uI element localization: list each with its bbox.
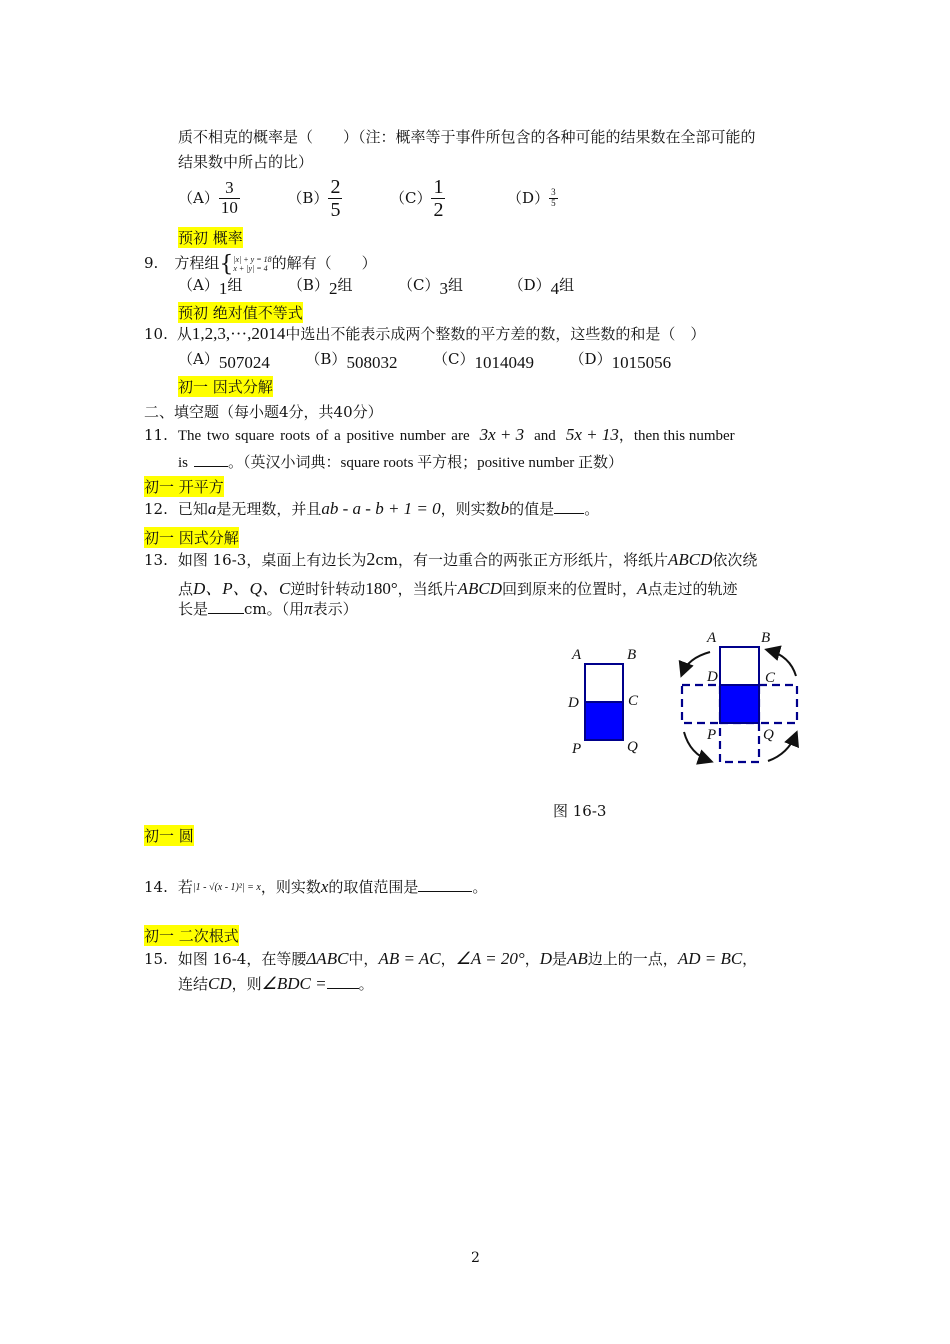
q11-line1: 11. The two square roots of a positive number are 3x + 3 and 5x + 13，then this number — [144, 425, 735, 444]
figure-16-3-right — [670, 624, 810, 774]
square-dpqc — [585, 702, 623, 740]
q9-number: 9. — [144, 254, 159, 272]
rotation-arrow-top-left — [682, 652, 710, 674]
q9-options: （A）1组 （B）2组 （C）3组 （D）4组 — [178, 276, 575, 298]
label-a: A — [707, 630, 717, 646]
q10-text: 中选出不能表示成两个整数的平方差的数，这些数的和是（ ） — [285, 325, 706, 343]
q15-line2: 连结CD，则∠BDC = 。 — [178, 974, 374, 993]
label-d: D — [707, 669, 718, 685]
label-q: Q — [627, 739, 638, 755]
label-c: C — [628, 693, 639, 709]
q10-options: （A）507024 （B）508032 （C）1014049 （D）1015056 — [178, 350, 672, 372]
square-abcd — [720, 647, 759, 685]
q13-line3: 长是 cm。（用π表示） — [178, 599, 358, 618]
page-number: 2 — [471, 1250, 480, 1266]
q12-tag: 初一 因式分解 — [144, 529, 239, 547]
q8-options — [178, 176, 558, 221]
q10-number: 10. — [144, 325, 168, 343]
q13-answer-blank[interactable] — [208, 613, 244, 614]
dashed-square-right — [759, 685, 797, 723]
q14-line: 14. 若|1 - √(x - 1)²| = x，则实数x的取值范围是 。 — [144, 877, 488, 896]
dashed-square-bottom — [720, 723, 759, 762]
q14-tag: 初一 二次根式 — [144, 927, 239, 945]
q9-line: 9. 方程组{ |x| + y = 18 x + |y| = 4 的解有（ ） — [144, 252, 377, 277]
square-abcd — [585, 664, 623, 702]
q11-tag: 初一 开平方 — [144, 478, 224, 496]
q8-line1: 质不相克的概率是（ ）（注：概率等于事件所包含的各种可能的结果数在全部可能的 — [178, 128, 756, 146]
q8-opt-c: （C） $\frac{1}{2}$ — [390, 176, 444, 221]
q10-line: 10. 从1,2,3,···,2014中选出不能表示成两个整数的平方差的数，这些数的和是（ ） — [144, 324, 706, 343]
q9-system: |x| + y = 18 x + |y| = 4 — [233, 255, 272, 273]
q8-opt-a: （A） $\frac{3}{10}$ — [178, 178, 238, 217]
q8-opt-b: （B） $\frac{2}{5}$ — [287, 176, 341, 221]
q12-line: 12. 已知a是无理数，并且ab - a - b + 1 = 0，则实数b的值是 。 — [144, 499, 600, 518]
q9-tail: 的解有（ ） — [271, 254, 377, 272]
q9-tag: 预初 绝对值不等式 — [178, 304, 303, 322]
square-dpqc — [720, 685, 759, 723]
q13-line2: 点D、P、Q、C逆时针转动180°，当纸片ABCD回到原来的位置时，A点走过的轨迹 — [178, 579, 738, 598]
q11-answer-blank[interactable] — [194, 466, 228, 467]
section-2-heading: 二、填空题（每小题4分，共40分） — [144, 403, 383, 421]
q8-opt-d: （D） $\frac{3}{5}$ — [507, 187, 556, 208]
dashed-square-left — [682, 685, 720, 723]
q11-line2: is 。（英汉小词典：square roots 平方根；positive number 正数） — [178, 455, 623, 471]
q8-line2: 结果数中所占的比） — [178, 153, 314, 171]
label-p: P — [707, 727, 717, 743]
label-c: C — [765, 670, 776, 686]
rotation-diagram — [670, 624, 810, 774]
q8-tag: 预初 概率 — [178, 229, 243, 247]
q10-tag: 初一 因式分解 — [178, 378, 273, 396]
q14-answer-blank[interactable] — [418, 891, 472, 892]
figure-16-3-caption: 图 16-3 — [553, 802, 607, 820]
label-b: B — [761, 630, 771, 646]
figure-16-3-left — [560, 640, 660, 760]
label-p: P — [572, 741, 582, 757]
q13-tag: 初一 圆 — [144, 827, 194, 845]
label-q: Q — [763, 727, 774, 743]
q14-expression: |1 - √(x - 1)²| = x — [192, 882, 261, 893]
q13-line1: 13. 如图 16-3，桌面上有边长为2cm，有一边重合的两张正方形纸片，将纸片ABCD依次绕 — [144, 549, 758, 569]
label-b: B — [627, 647, 637, 663]
q10-sequence: 1,2,3,···,2014 — [191, 324, 286, 343]
q15-answer-blank[interactable] — [327, 988, 359, 989]
label-a: A — [572, 647, 582, 663]
q12-answer-blank[interactable] — [554, 513, 584, 514]
q15-line1: 15. 如图 16-4，在等腰ΔABC中，AB = AC，∠A = 20°，D是AB边上的一点，AD = BC， — [144, 949, 758, 968]
q9-text: 方程组 — [174, 254, 220, 272]
label-d: D — [568, 695, 579, 711]
